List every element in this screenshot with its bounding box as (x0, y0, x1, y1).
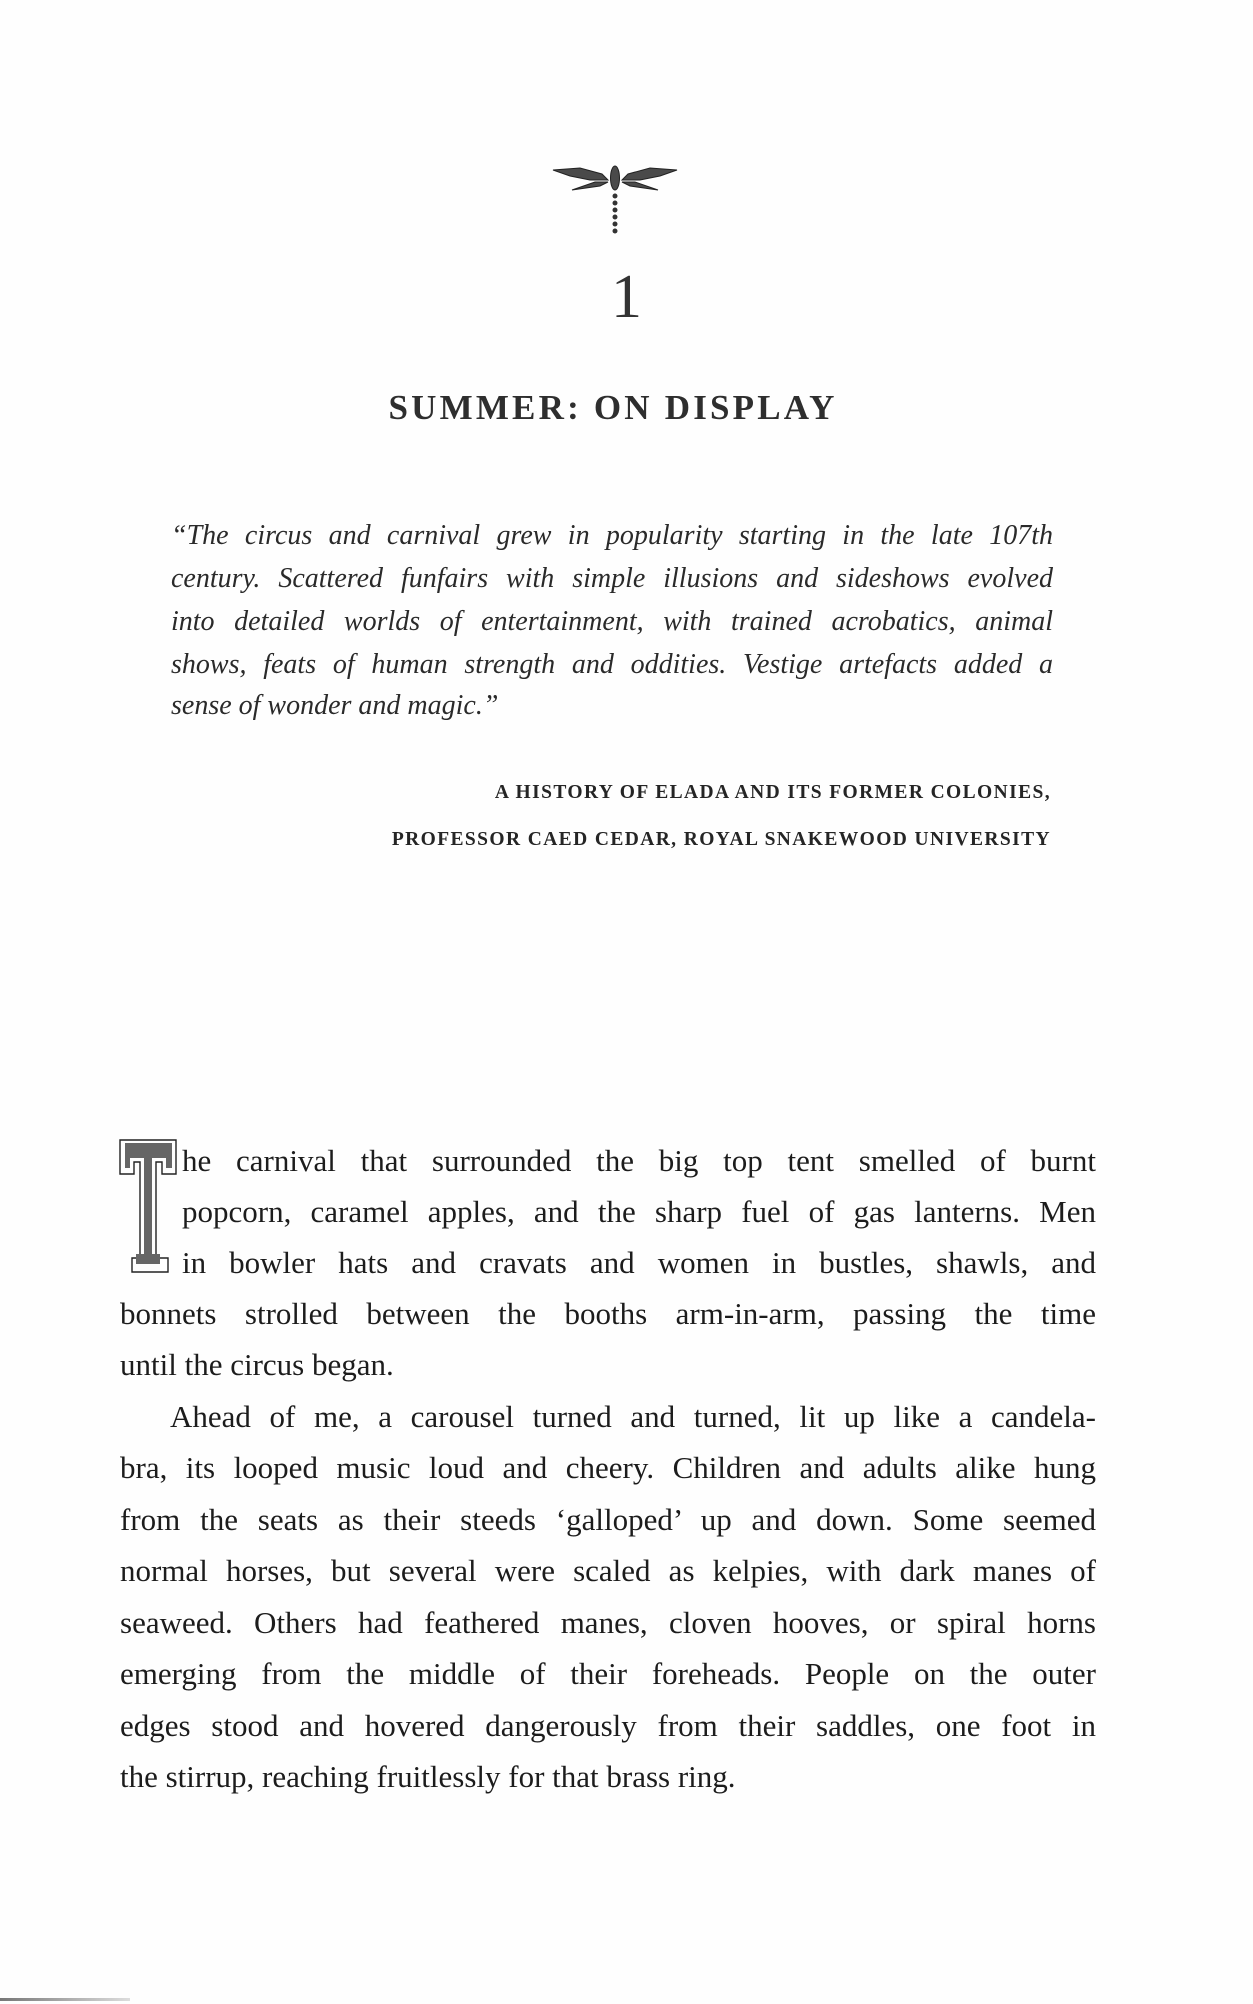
dragonfly-icon (550, 158, 680, 240)
attribution-line: PROFESSOR CAED CEDAR, ROYAL SNAKEWOOD UNIVERSITY (391, 829, 1051, 850)
epigraph-line: “The circus and carnival grew in popularity starting in the late 107th (171, 520, 1053, 551)
chapter-title: SUMMER: ON DISPLAY (388, 388, 838, 427)
epigraph-line: into detailed worlds of entertainment, with trained acrobatics, animal (171, 606, 1053, 637)
body-line: bonnets strolled between the booths arm-in-arm, passing the time (120, 1296, 1096, 1331)
epigraph-line: sense of wonder and magic.” (171, 690, 499, 721)
body-line: edges stood and hovered dangerously from their saddles, one foot in (120, 1708, 1096, 1743)
body-line: popcorn, caramel apples, and the sharp fuel of gas lanterns. Men (182, 1194, 1096, 1229)
drop-cap-t (118, 1138, 178, 1274)
body-line: normal horses, but several were scaled as kelpies, with dark manes of (120, 1553, 1096, 1588)
body-line: Ahead of me, a carousel turned and turned, lit up like a candela- (170, 1399, 1096, 1434)
body-line: he carnival that surrounded the big top tent smelled of burnt (182, 1143, 1096, 1178)
body-line: emerging from the middle of their foreheads. People on the outer (120, 1656, 1096, 1691)
epigraph-line: century. Scattered funfairs with simple illusions and sideshows evolved (171, 563, 1053, 594)
body-line: in bowler hats and cravats and women in bustles, shawls, and (182, 1245, 1096, 1280)
body-line: seaweed. Others had feathered manes, cloven hooves, or spiral horns (120, 1605, 1096, 1640)
scan-edge-shadow (0, 1998, 130, 2001)
body-line: bra, its looped music loud and cheery. Children and adults alike hung (120, 1450, 1096, 1485)
body-line: the stirrup, reaching fruitlessly for that brass ring. (120, 1759, 736, 1794)
attribution-line: A HISTORY OF ELADA AND ITS FORMER COLONIES, (494, 782, 1051, 803)
body-line: from the seats as their steeds ‘galloped’ up and down. Some seemed (120, 1502, 1096, 1537)
body-line: until the circus began. (120, 1347, 394, 1382)
chapter-number: 1 (611, 263, 642, 331)
epigraph-line: shows, feats of human strength and oddities. Vestige artefacts added a (171, 649, 1053, 680)
